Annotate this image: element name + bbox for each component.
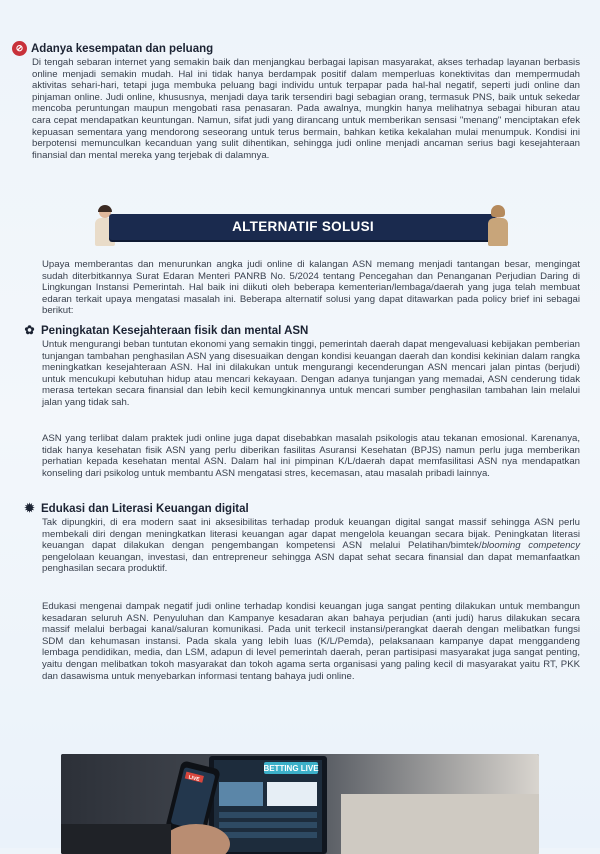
- intro-paragraph: Upaya memberantas dan menurunkan angka judi online di kalangan ASN memang menjadi tantangan besar, mengingat sudah diterbitkannya Surat Edaran Menteri PANRB No. 5/2024 tentang Pencegahan dan Penanganan Perjudian Daring di Lingkungan Instansi Pemerintah. Hal baik ini diikuti oleh beberapa kementerian/lembaga/daerah yang juga telah membuat edaran terkait upaya mengatasi masalah ini. Beberapa alternatif solusi yang dapat ditawarkan pada policy brief ini sebagai berikut:: [42, 259, 580, 317]
- section-heading-opportunity: [12, 41, 213, 56]
- section-paragraph: Di tengah sebaran internet yang semakin baik dan menjangkau berbagai lapisan masyarakat, akses terhadap layanan berbasis online menjadi semakin mudah. Hal ini tidak hanya berdampak positif dalam memperluas konektivitas dan mempermudah aktivitas sehari-hari, tetapi juga membuka peluang bagi individu untuk terpapar pada hal-hal negatif, seperti judi online dan pinjaman online. Judi online, khususnya, menjadi daya tarik tersendiri bagi sebagian orang, termasuk PNS, baik untuk sekedar mencoba peruntungan maupun mengobati rasa penasaran. Pada awalnya, mungkin hanya melihatnya sebagai hiburan atau cara cepat mendapatkan keuntungan. Namun, sifat judi yang dirancang untuk memberikan sensasi "menang" menciptakan efek kepuasan sementara yang mendorong seseorang untuk terus bermain, bahkan ketika kekalahan mulai menumpuk. Kondisi ini berpotensi memunculkan kecanduan yang sulit dihentikan, sehingga judi online menjadi ancaman serius bagi kesejahteraan finansial dan mental mereka yang terjebak di dalamnya.: [32, 57, 580, 161]
- online-betting-photo: [61, 754, 539, 854]
- section-heading-welfare: [22, 323, 308, 338]
- section-paragraph: Tak dipungkiri, di era modern saat ini aksesibilitas terhadap produk keuangan digital sangat massif sehingga ASN perlu membekali diri dengan meningkatkan literasi keuangan agar dapat mengelola keuangan secara bijak. Peningkatan literasi keuangan dapat dilakukan dengan pengembangan kompetensi ASN melalui Pelatihan/bimtek/blooming competency pengelolaan keuangan, investasi, dan entrepreneur sehingga ASN dapat sehat secara finansial dan dapat memanfaatkan penghasilan secara produktif.: [42, 517, 580, 575]
- no-gambling-icon: ⊘: [12, 41, 27, 56]
- section-heading-finance: [22, 501, 249, 516]
- section-title: Adanya kesempatan dan peluang: [31, 42, 214, 55]
- section-paragraph: ASN yang terlibat dalam praktek judi online juga dapat disebabkan masalah psikologis atau tekanan emosional. Karenanya, tidak hanya kesehatan fisik ASN yang perlu diberikan fasilitas Asuransi Kesehatan (BPJS) namun perlu juga memberikan perhatian kepada kesehatan mental ASN. Dalam hal ini pimpinan K/L/daerah dapat memfasilitasi ASN nya mendapatkan konseling dari psikolog untuk membantu ASN mengatasi stres, kecemasan, atau masalah pribadi lainnya.: [42, 433, 580, 479]
- screen-betting-text: BETTING LIVE: [263, 764, 319, 773]
- banner-title: ALTERNATIF SOLUSI: [232, 219, 374, 234]
- section-title: Edukasi dan Literasi Keuangan digital: [41, 502, 249, 515]
- section-paragraph: Edukasi mengenai dampak negatif judi online terhadap kondisi keuangan juga sangat penting dilakukan untuk membangun kesadaran seluruh ASN. Penyuluhan dan Kampanye kesadaran akan bahaya perjudian (anti judi) harus dilakukan secara massif melalui berbagai kanal/saluran komunikasi. Pada unit terkecil instansi/perangkat daerah dengan melibatkan fungsi SDM dan kehumasan instansi. Pada skala yang lebih luas (K/L/Pemda), pelaksanaan kampanye dapat menggandeng lembaga pendidikan, media, dan LSM, adapun di level pemerintah daerah, peran partisipasi masyarakat juga sangat penting, yaitu dengan melibatkan tokoh masyarakat dan tokoh agama serta organisasi yang paling kecil di masyarakat yaitu RT, PKK dan dasawisma untuk menyebarkan informasi tentang bahaya judi online.: [42, 601, 580, 682]
- section-title: Peningkatan Kesejahteraan fisik dan mental ASN: [41, 324, 309, 337]
- welfare-icon: ✿: [24, 323, 35, 337]
- section-paragraph: Untuk mengurangi beban tuntutan ekonomi yang semakin tinggi, pemerintah daerah dapat mengevaluasi kebijakan pemberian tunjangan tambahan penghasilan ASN yang disesuaikan dengan kondisi keuangan daerah dan kondisi kekinian dalam rangka meningkatkan kesejahteraan ASN. Hal ini dilakukan untuk mengurangi kecenderungan ASN mencari jalan pintas (berjudi) untuk mencukupi kebutuhan hidup atau mencari kekayaan. Dengan adanya tunjangan yang memadai, ASN cenderung tidak merasa tertekan secara finansial dan lebih kecil kemungkinannya untuk mencari sumber penghasilan tambahan lain melalui jalan yang tidak sah.: [42, 339, 580, 408]
- alternatif-solusi-banner: [97, 210, 509, 242]
- photo-illustration: [61, 754, 539, 854]
- finance-icon: ✹: [24, 501, 35, 515]
- person-illustration-right: [485, 206, 511, 246]
- phone-live-text: LIVE: [187, 774, 201, 783]
